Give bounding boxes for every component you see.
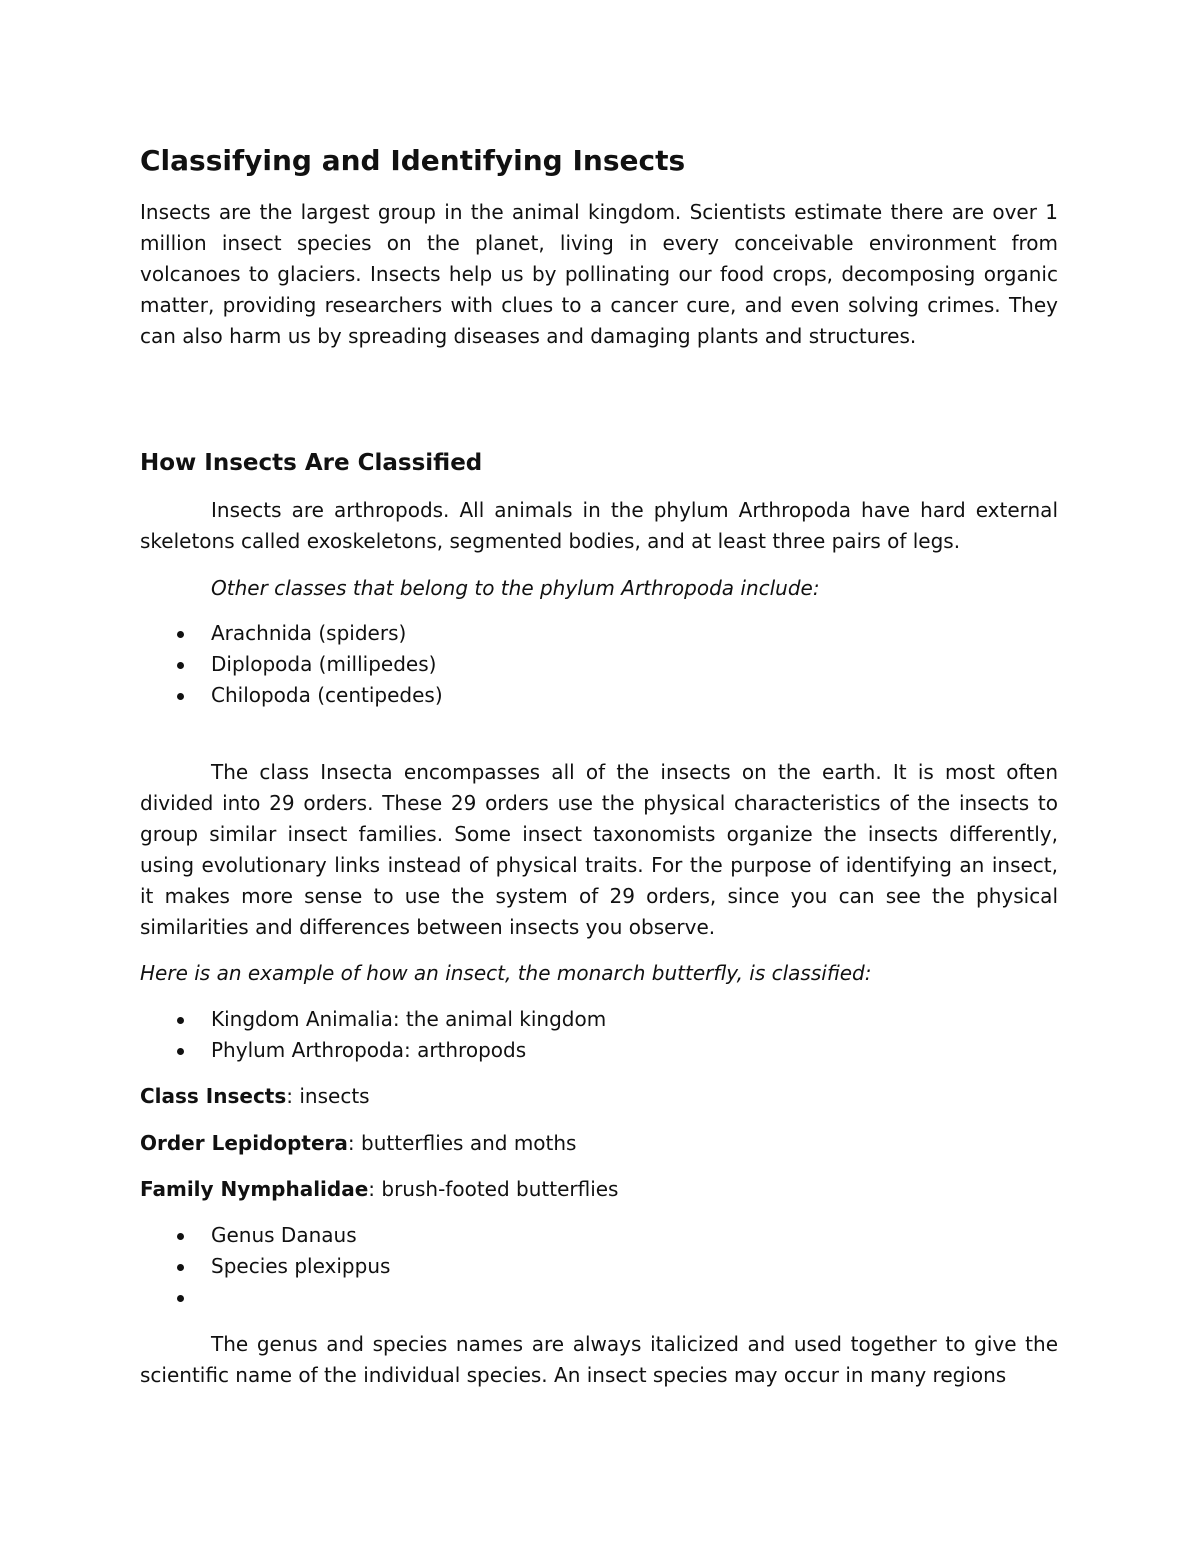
arthropods-paragraph: Insects are arthropods. All animals in the phylum Arthropoda have hard external skeletons called exoskeletons, segmented bodies, and at least three pairs of legs. [140, 498, 1058, 553]
other-classes-list [140, 618, 443, 711]
intro-paragraph: Insects are the largest group in the animal kingdom. Scientists estimate there are over 1 million insect species on the planet, living in every conceivable environment from volcanoes to glaciers. Insects help us by pollinating our food crops, decomposing organic matter, providing researchers with clues to a cancer cure, and even solving crimes. They can also harm us by spreading diseases and damaging plants and structures. [140, 200, 1058, 348]
other-classes-intro: Other classes that belong to the phylum Arthropoda include: [211, 576, 820, 600]
order-text: : butterflies and moths [347, 1131, 577, 1155]
bullet-icon [177, 1048, 184, 1055]
bullet-icon [177, 1017, 184, 1024]
list-item: Arachnida (spiders) [140, 618, 443, 649]
document-page [140, 0, 1058, 1553]
order-label: Order Lepidoptera [140, 1131, 348, 1155]
list-item: Kingdom Animalia: the animal kingdom [140, 1004, 606, 1035]
family-label: Family Nymphalidae [140, 1177, 369, 1201]
class-text: : insects [286, 1084, 370, 1108]
bullet-icon [177, 693, 184, 700]
insecta-paragraph: The class Insecta encompasses all of the insects on the earth. It is most often divided into 29 orders. These 29 orders use the physical characteristics of the insects to group similar insect families. Some insect taxonomists organize the insects differently, using evolutionary links instead of physical traits. For the purpose of identifying an insect, it makes more sense to use the system of 29 orders, since you can see the physical similarities and differences between insects you observe. [140, 760, 1058, 939]
list-item: Phylum Arthropoda: arthropods [140, 1035, 606, 1066]
bullet-icon [177, 1264, 184, 1271]
bullet-icon [177, 1295, 184, 1302]
example-intro: Here is an example of how an insect, the monarch butterfly, is classified: [140, 961, 872, 985]
section-heading: How Insects Are Classified [140, 450, 483, 476]
genus-paragraph: The genus and species names are always italicized and used together to give the scientific name of the individual species. An insect species may occur in many regions [140, 1332, 1058, 1387]
class-label: Class Insects [140, 1084, 287, 1108]
bullet-icon [177, 631, 184, 638]
bullet-icon [177, 1233, 184, 1240]
document-title: Classifying and Identifying Insects [140, 144, 686, 177]
list-item [140, 1282, 390, 1313]
order-line [140, 1128, 576, 1159]
family-text: : brush-footed butterflies [368, 1177, 619, 1201]
list-item: Genus Danaus [140, 1220, 390, 1251]
list-item: Species plexippus [140, 1251, 390, 1282]
bullet-icon [177, 662, 184, 669]
example-list-top [140, 1004, 606, 1066]
list-item: Chilopoda (centipedes) [140, 680, 443, 711]
family-line [140, 1174, 618, 1205]
class-line [140, 1081, 370, 1112]
example-list-bottom [140, 1220, 390, 1313]
list-item: Diplopoda (millipedes) [140, 649, 443, 680]
